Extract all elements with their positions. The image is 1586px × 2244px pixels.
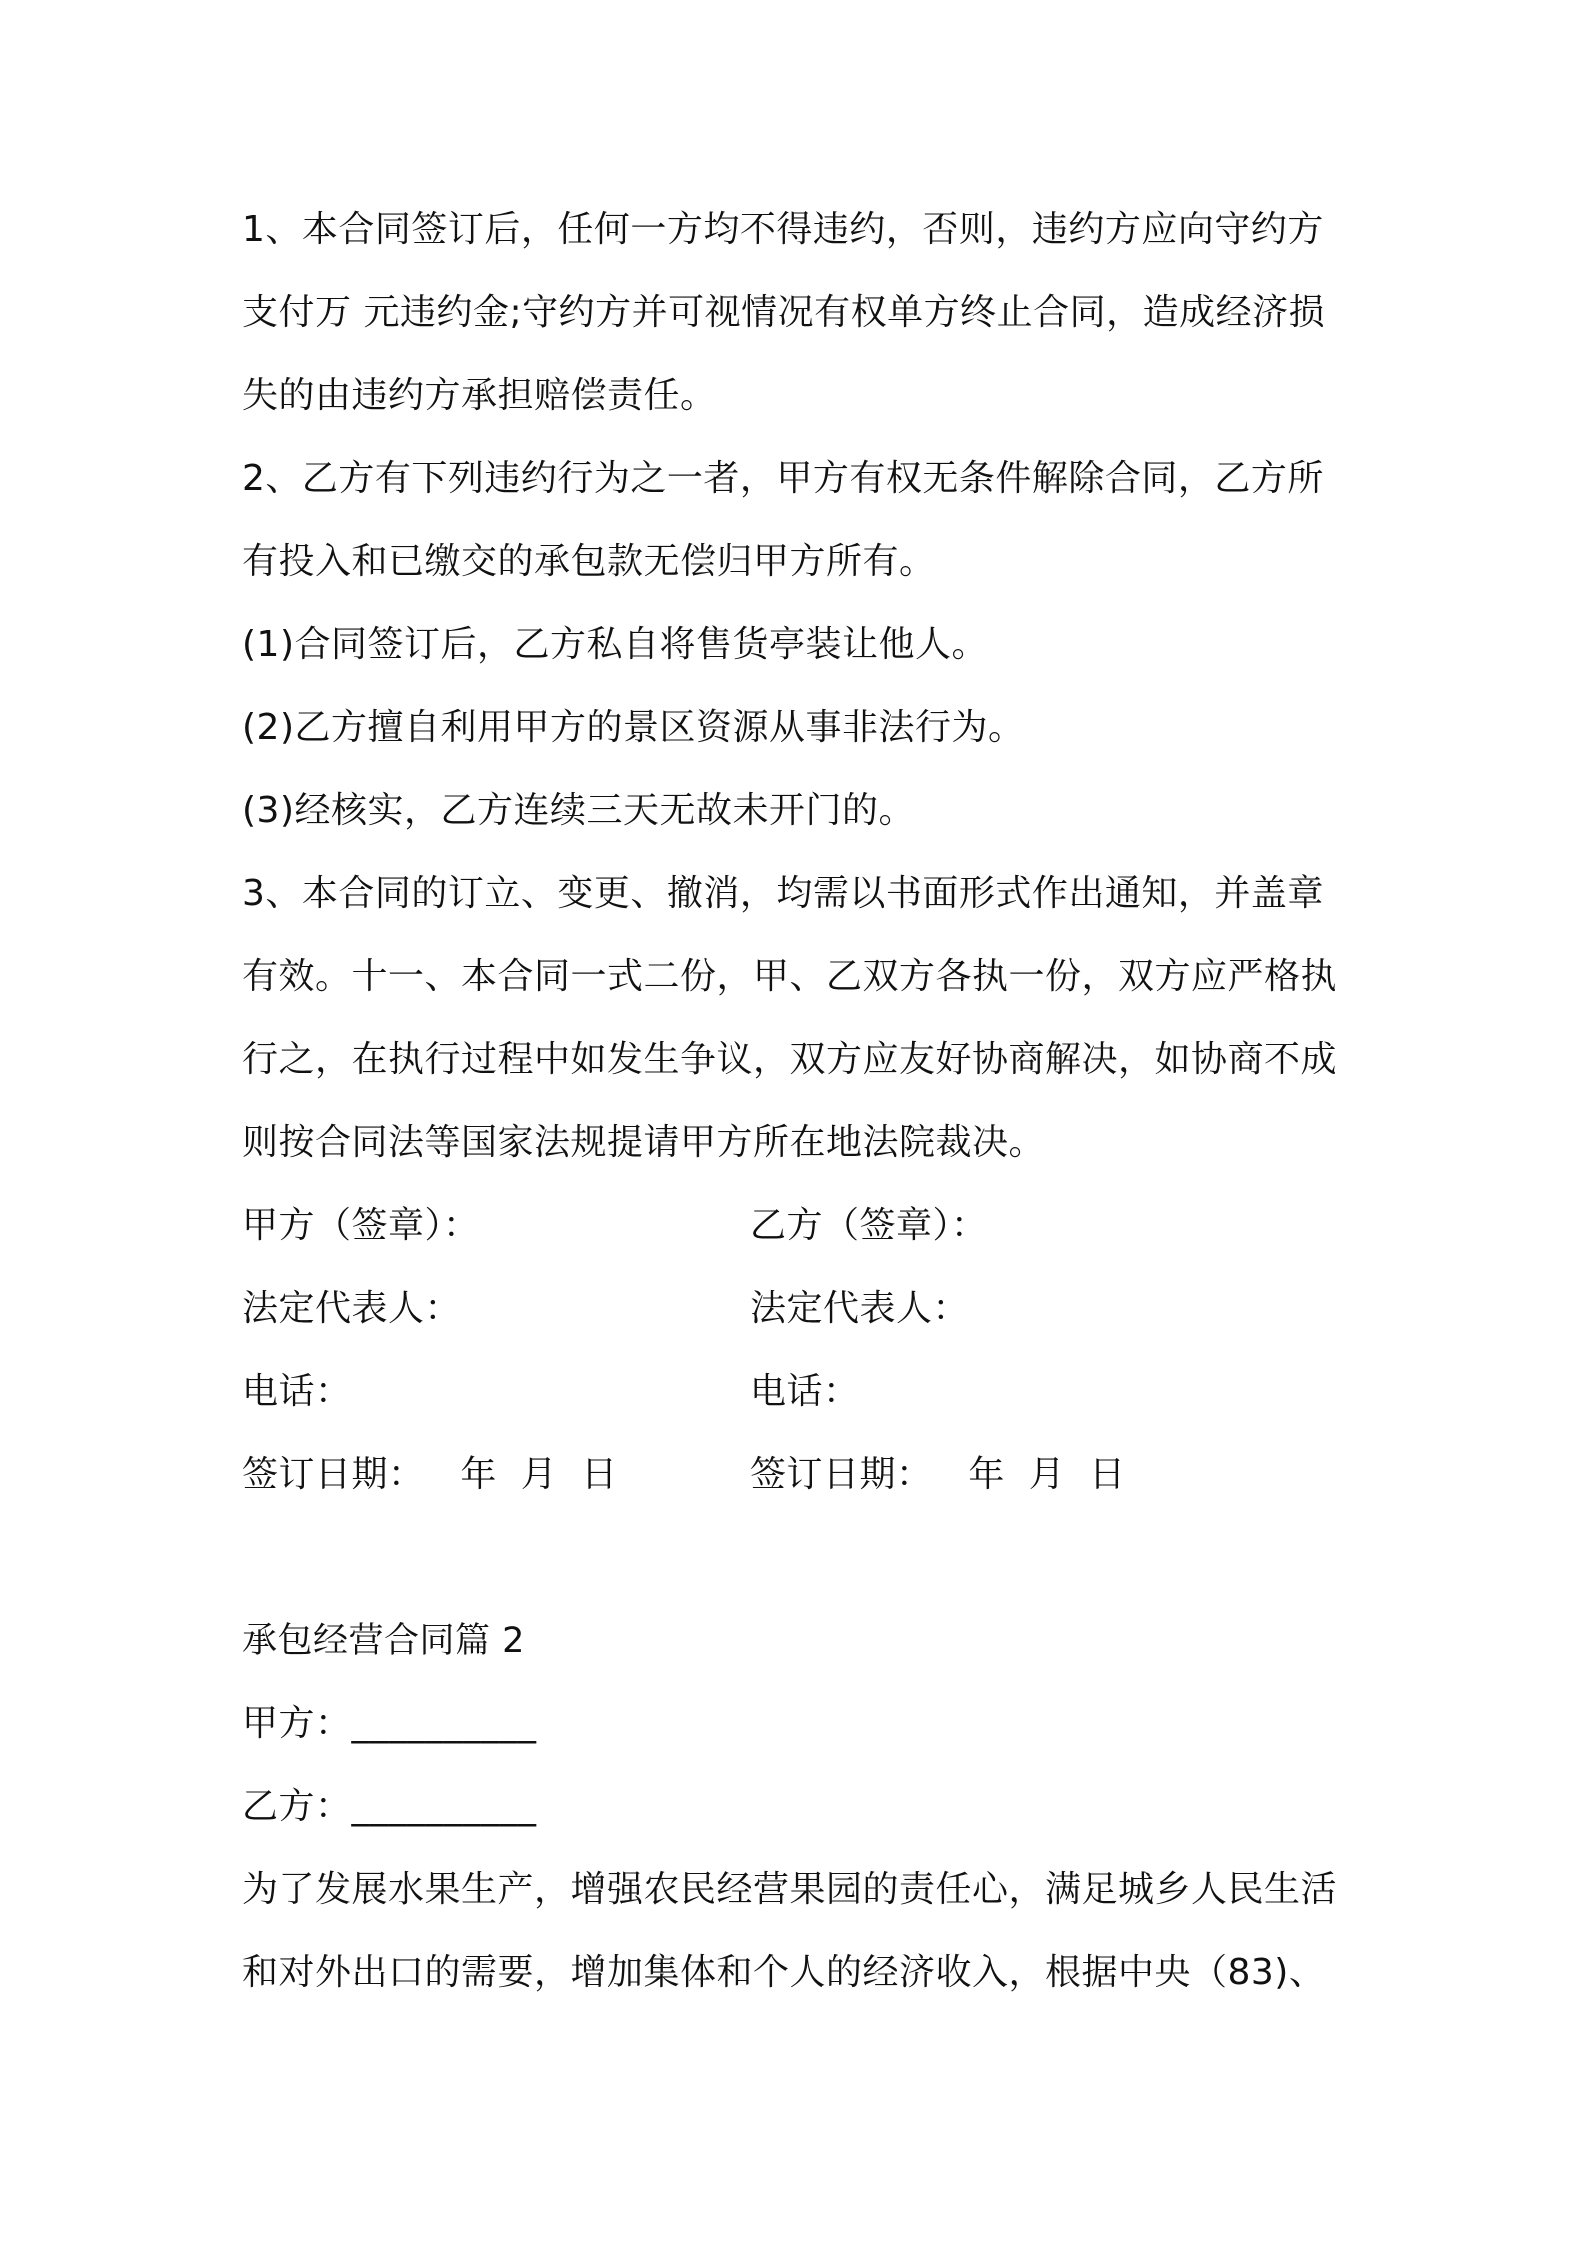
party-a-phone-label: 电话： (242, 1371, 352, 1412)
section-2-intro-line-1: 为了发展水果生产，增强农民经营果园的责任心，满足城乡人民生活 (242, 1869, 1338, 1910)
clause-3-line-4: 则按合同法等国家法规提请甲方所在地法院裁决。 (242, 1122, 1046, 1163)
party-b-rep-label: 法定代表人： (750, 1288, 970, 1329)
party-b-phone-label: 电话： (750, 1371, 860, 1412)
section-2-party-b: 乙方：__________ (242, 1786, 537, 1827)
sub-item-2: (2)乙方擅自利用甲方的景区资源从事非法行为。 (242, 707, 1025, 748)
party-a-date-label: 签订日期： 年 月 日 (242, 1454, 618, 1495)
clause-3-line-1: 3、本合同的订立、变更、撤消，均需以书面形式作出通知，并盖章 (242, 873, 1324, 914)
clause-1-line-2: 支付万 元违约金;守约方并可视情况有权单方终止合同，造成经济损 (242, 292, 1326, 333)
clause-2-line-1: 2、乙方有下列违约行为之一者，甲方有权无条件解除合同，乙方所 (242, 458, 1324, 499)
clause-3-line-3: 行之，在执行过程中如发生争议，双方应友好协商解决，如协商不成 (242, 1039, 1338, 1080)
sub-item-1: (1)合同签订后，乙方私自将售货亭装让他人。 (242, 624, 988, 665)
clause-2-line-2: 有投入和已缴交的承包款无偿归甲方所有。 (242, 541, 936, 582)
clause-1-line-3: 失的由违约方承担赔偿责任。 (242, 375, 717, 416)
party-b-sign-label: 乙方（签章）： (750, 1205, 988, 1246)
section-2-title: 承包经营合同篇 2 (242, 1621, 525, 1661)
sub-item-3: (3)经核实，乙方连续三天无故未开门的。 (242, 790, 915, 831)
clause-3-line-2: 有效。十一、本合同一式二份，甲、乙双方各执一份，双方应严格执 (242, 956, 1338, 997)
section-2-intro-line-2: 和对外出口的需要，增加集体和个人的经济收入，根据中央（83)、 (242, 1952, 1326, 1993)
party-a-sign-label: 甲方（签章）： (242, 1205, 480, 1246)
party-b-date-label: 签订日期： 年 月 日 (750, 1454, 1126, 1495)
section-2-party-a: 甲方：__________ (242, 1703, 537, 1744)
party-a-rep-label: 法定代表人： (242, 1288, 462, 1329)
clause-1-line-1: 1、本合同签订后，任何一方均不得违约，否则，违约方应向守约方 (242, 209, 1324, 250)
